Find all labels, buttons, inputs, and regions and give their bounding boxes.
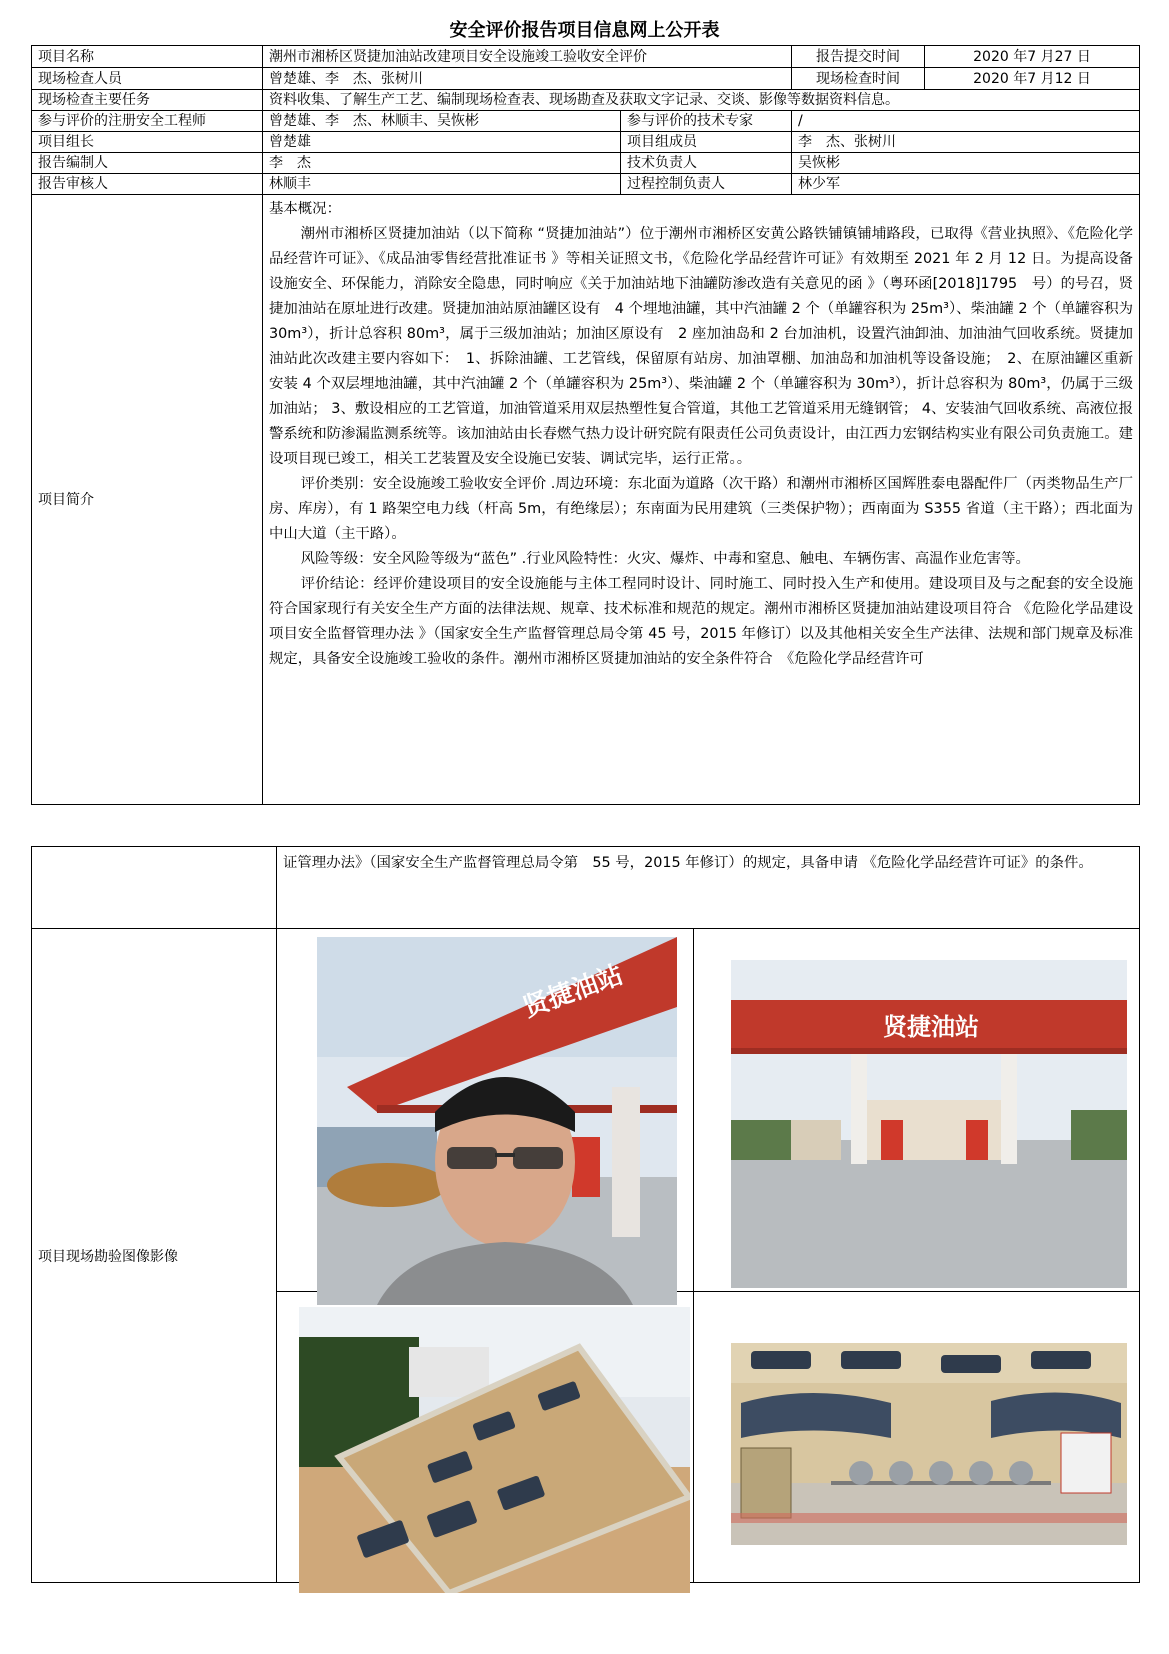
value-project-name: 潮州市湘桥区贤捷加油站改建项目安全设施竣工验收安全评价 — [263, 46, 792, 68]
project-intro-cell — [263, 195, 1140, 805]
label-process-lead: 过程控制负责人 — [621, 174, 792, 195]
value-leader: 曾楚雄 — [263, 132, 621, 153]
value-submit-time: 2020 年7 月27 日 — [925, 46, 1140, 68]
value-inspect-time: 2020 年7 月12 日 — [925, 68, 1140, 90]
label-site-photos: 项目现场勘验图像影像 — [32, 929, 277, 1583]
label-inspectors: 现场检查人员 — [32, 68, 263, 90]
label-reviewer: 报告审核人 — [32, 174, 263, 195]
intro-heading: 基本概况： — [269, 201, 341, 217]
label-inspect-time: 现场检查时间 — [792, 68, 925, 90]
label-leader: 项目组长 — [32, 132, 263, 153]
photo-station-front — [731, 960, 1127, 1288]
label-project-name: 项目名称 — [32, 46, 263, 68]
intro-paragraph-3: 风险等级：安全风险等级为“蓝色” .行业风险特性：火灾、爆炸、中毒和窒息、触电、车辆伤害、高温作业危害等。 — [300, 551, 1030, 567]
label-tech-lead: 技术负责人 — [621, 153, 792, 174]
intro-continuation: 证管理办法》（国家安全生产监督管理总局令第 55 号，2015 年修订）的规定，具备申请 《危险化学品经营许可证》的条件。 — [283, 855, 1093, 871]
label-submit-time: 报告提交时间 — [792, 46, 925, 68]
value-experts: / — [792, 111, 1140, 132]
value-tech-lead: 吴恢彬 — [792, 153, 1140, 174]
continuation-cell — [277, 847, 1140, 929]
photo-tank-covers-closeup — [731, 1343, 1127, 1545]
value-members: 李 杰、张树川 — [792, 132, 1140, 153]
value-compiler: 李 杰 — [263, 153, 621, 174]
intro-paragraph-2: 评价类别：安全设施竣工验收安全评价 .周边环境：东北面为道路（次干路）和潮州市湘桥区国辉胜泰电器配件厂（丙类物品生产厂房、库房），有 1 路架空电力线（杆高 5m，有绝缘层）；东南面为民用建筑（三类保护物）；西南面为 S355 省道（主干路）；西北面为中山大道（主干路）。 — [269, 476, 1133, 542]
intro-paragraph-1: 潮州市湘桥区贤捷加油站（以下简称 “贤捷加油站”）位于潮州市湘桥区安黄公路铁铺镇铺埔路段，已取得《营业执照》、《危险化学品经营许可证》、《成品油零售经营批准证书 》等相关证照文书，《危险化学品经营许可证》有效期至 2021 年 2 月 12 日。为提高设备设施安全、环保能力，消除安全隐患，同时响应《关于加油站地下油罐防渗改造有关意见的函 》（粤环函[2018]1795 号）的号召，贤捷加油站在原址进行改建。贤捷加油站原油罐区设有 4 个埋地油罐，其中汽油罐 2 个（单罐容积为 25m³）、柴油罐 2 个（单罐容积为 30m³），折计总容积 80m³，属于三级加油站；加油区原设有 2 座加油岛和 2 台加油机，设置汽油卸油、加油油气回收系统。贤捷加油站此次改建主要内容如下： 1、拆除油罐、工艺管线，保留原有站房、加油罩棚、加油岛和加油机等设备设施； 2、在原油罐区重新安装 4 个双层埋地油罐，其中汽油罐 2 个（单罐容积为 25m³）、柴油罐 2 个（单罐容积为 30m³），折计总容积为 80m³，仍属于三级加油站； 3、敷设相应的工艺管道，加油管道采用双层热塑性复合管道，其他工艺管道采用无缝钢管； 4、安装油气回收系统、高液位报警系统和防渗漏监测系统等。该加油站由长春燃气热力设计研究院有限责任公司负责设计，由江西力宏钢结构实业有限公司负责施工。建设项目现已竣工，相关工艺装置及安全设施已安装、调试完毕，运行正常。。 — [269, 226, 1133, 467]
label-project-intro: 项目简介 — [32, 195, 263, 805]
label-tasks: 现场检查主要任务 — [32, 90, 263, 111]
intro-paragraph-4: 评价结论：经评价建设项目的安全设施能与主体工程同时设计、同时施工、同时投入生产和使用。建设项目及与之配套的安全设施符合国家现行有关安全生产方面的法律法规、规章、技术标准和规范的规定。潮州市湘桥区贤捷加油站建设项目符合 《危险化学品建设项目安全监督管理办法 》（国家安全生产监督管理总局令第 45 号，2015 年修订）以及其他相关安全生产法律、法规和部门规章及标准规定，具备安全设施竣工验收的条件。潮州市湘桥区贤捷加油站的安全条件符合 《危险化学品经营许可 — [269, 576, 1133, 667]
label-compiler: 报告编制人 — [32, 153, 263, 174]
value-reviewer: 林顺丰 — [263, 174, 621, 195]
label-members: 项目组成员 — [621, 132, 792, 153]
value-inspectors: 曾楚雄、李 杰、张树川 — [263, 68, 792, 90]
continuation-empty-cell — [32, 847, 277, 929]
page-title: 安全评价报告项目信息网上公开表 — [449, 20, 720, 41]
label-experts: 参与评价的技术专家 — [621, 111, 792, 132]
photo-inspector-selfie — [317, 937, 677, 1305]
canopy-sign-text: 贤捷油站 — [519, 959, 628, 1024]
value-engineers: 曾楚雄、李 杰、林顺丰、吴恢彬 — [263, 111, 621, 132]
value-tasks: 资料收集、了解生产工艺、编制现场检查表、现场勘查及获取文字记录、交谈、影像等数据资料信息。 — [263, 90, 1140, 111]
label-engineers: 参与评价的注册安全工程师 — [32, 111, 263, 132]
value-process-lead: 林少军 — [792, 174, 1140, 195]
info-table — [31, 45, 1140, 805]
project-intro-text — [263, 195, 1139, 672]
photo-tank-area-overview — [299, 1307, 690, 1593]
canopy-sign-text-front: 贤捷油站 — [883, 1013, 979, 1041]
